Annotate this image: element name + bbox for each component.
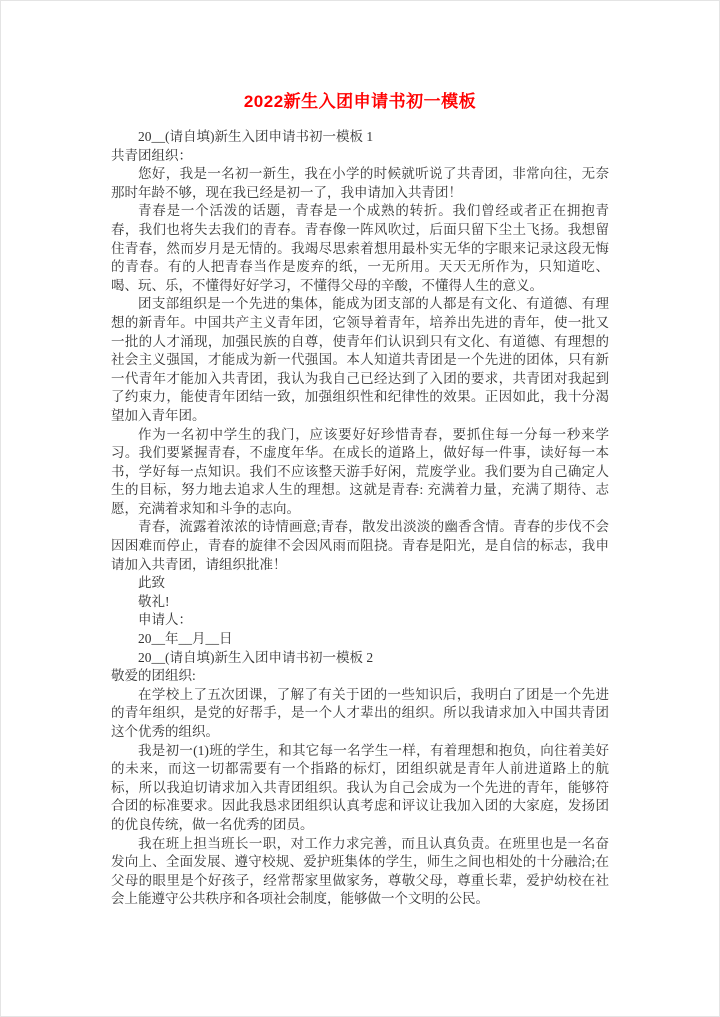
signature-applicant: 申请人： bbox=[138, 612, 192, 628]
salutation-league: 共青团组织： bbox=[111, 147, 192, 163]
document-body bbox=[111, 128, 609, 909]
salutation-dear-league: 敬爱的团组织: bbox=[111, 668, 196, 684]
paragraph-youth: 青春是一个活泼的话题，青春是一个成熟的转折。我们曾经或者正在拥抱青春，我们也将失去我们的青春。青春像一阵风吹过，后面只留下尘土飞扬。我想留住青春，然而岁月是无情的。我竭尽思索着想用最朴实无华的字眼来记录这段无悔的青春。有的人把青春当作是废弃的纸，一无所用。天天无所作为，只知道吃、喝、玩、乐，不懂得好好学习，不懂得父母的辛酸，不懂得人生的意义。 bbox=[111, 203, 609, 293]
closing-cizhi: 此致 bbox=[138, 575, 165, 591]
paragraph-class-monitor: 我在班上担当班长一职，对工作力求完善，而且认真负责。在班里也是一名奋发向上、全面发展、遵守校规、爱护班集体的学生，师生之间也相处的十分融洽;在父母的眼里是个好孩子，经常帮家里做家务，尊敬父母，尊重长辈，爱护幼校在社会上能遵守公共秩序和各项社会制度，能够做一个文明的公民。 bbox=[111, 835, 609, 907]
closing-jingli: 敬礼! bbox=[138, 593, 170, 609]
document-title: 2022新生入团申请书初一模板 bbox=[243, 92, 477, 111]
template-2-heading: 20__(请自填)新生入团申请书初一模板 2 bbox=[138, 649, 374, 665]
template-1-heading: 20__(请自填)新生入团申请书初一模板 1 bbox=[138, 129, 374, 144]
paragraph-study: 作为一名初中学生的我门，应该要好好珍惜青春，要抓住每一分每一秒来学习。我们要紧握青春，不虚度年华。在成长的道路上，做好每一件事，读好每一本书，学好每一点知识。我们不应该整天游手好闲，荒废学业。我们要为自己确定人生的目标，努力地去追求人生的理想。这就是青春: 充满着力量，充满了期待、志愿，充满着求知和斗争的志向。 bbox=[111, 426, 609, 516]
signature-date: 20__年__月__日 bbox=[138, 631, 233, 647]
paragraph-league-branch: 团支部组织是一个先进的集体，能成为团支部的人都是有文化、有道德、有理想的新青年。中国共产主义青年团，它领导着青年，培养出先进的青年，使一批又一批的人才涌现，加强民族的自尊，使青年们认识到只有文化、有道德、有理想的社会主义强国，才能成为新一代强国。本人知道共青团是一个先进的团体，只有新一代青年才能加入共青团，我认为我自己已经达到了入团的要求，共青团对我起到了约束力，能使青年团结一致，加强组织性和纪律性的效果。正因如此，我十分渴望加入青年团。 bbox=[111, 296, 609, 423]
paragraph-league-class: 在学校上了五次团课，了解了有关于团的一些知识后，我明白了团是一个先进的青年组织，是党的好帮手，是一个人才辈出的组织。所以我请求加入中国共青团这个优秀的组织。 bbox=[111, 686, 609, 739]
paragraph-greeting: 您好，我是一名初一新生，我在小学的时候就听说了共青团，非常向往，无奈那时年龄不够，现在我已经是初一了，我申请加入共青团！ bbox=[111, 166, 609, 200]
paragraph-youth-poem: 青春，流露着浓浓的诗情画意;青春，散发出淡淡的幽香含情。青春的步伐不会因困难而停止，青春的旋律不会因风雨而阻挠。青春是阳光，是自信的标志，我申请加入共青团，请组织批准！ bbox=[111, 519, 609, 572]
paragraph-self-intro: 我是初一(1)班的学生，和其它每一名学生一样，有着理想和抱负，向往着美好的未来，而这一切都需要有一个指路的标灯，团组织就是青年人前进道路上的航标，所以我迫切请求加入共青团组织。我认为自己会成为一个先进的青年，能够符合团的标准要求。因此我恳求团组织认真考虑和评议让我加入团的大家庭，发扬团的优良传统，做一名优秀的团员。 bbox=[111, 742, 609, 832]
